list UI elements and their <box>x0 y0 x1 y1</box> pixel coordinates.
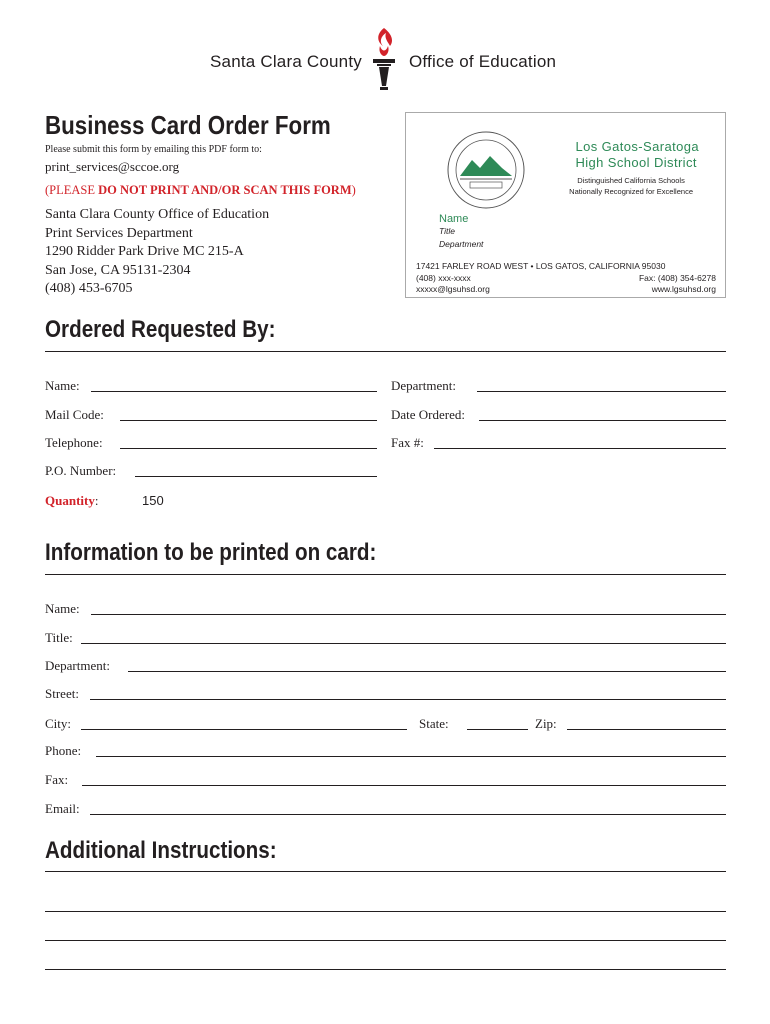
card-address: 17421 FARLEY ROAD WEST • LOS GATOS, CALIFORNIA 95030 <box>416 261 666 271</box>
org-name-right: Office of Education <box>409 52 557 71</box>
city-input[interactable] <box>81 729 407 730</box>
field-label: Zip: <box>535 716 557 731</box>
field-label: Phone: <box>45 743 82 758</box>
field-label: Date Ordered: <box>391 407 465 422</box>
ordered-name-field[interactable] <box>45 378 377 396</box>
field-label: Title: <box>45 630 73 645</box>
card-district-line2: High School District <box>575 155 697 170</box>
address-line: Santa Clara County Office of Education <box>45 207 270 222</box>
address-line: 1290 Ridder Park Drive MC 215-A <box>45 244 244 259</box>
quantity-label: Quantity <box>45 493 95 508</box>
ordered-name-input[interactable] <box>91 391 377 392</box>
telephone-input[interactable] <box>120 448 377 449</box>
card-district-line1: Los Gatos-Saratoga <box>575 139 699 154</box>
field-label: P.O. Number: <box>45 463 117 478</box>
section-divider <box>45 351 726 352</box>
field-label: Department: <box>45 658 110 673</box>
card-name-field[interactable] <box>45 601 726 619</box>
field-label: Name: <box>45 601 80 616</box>
field-label: State: <box>419 716 449 731</box>
mail-code-field[interactable] <box>45 407 377 425</box>
quantity-colon: : <box>94 493 99 508</box>
card-note-line2: Nationally Recognized for Excellence <box>569 187 693 196</box>
ordered-department-field[interactable] <box>391 378 726 396</box>
mail-code-input[interactable] <box>120 420 377 421</box>
warning-note <box>45 183 356 198</box>
instructions-input-line[interactable] <box>45 969 726 970</box>
fax-input[interactable] <box>82 785 726 786</box>
quantity-field <box>45 493 125 511</box>
section-divider <box>45 574 726 575</box>
card-email: xxxxx@lgsuhsd.org <box>416 284 490 294</box>
fax-number-field[interactable] <box>391 435 726 453</box>
card-title-field[interactable] <box>45 630 726 648</box>
telephone-field[interactable] <box>45 435 377 453</box>
fax-field[interactable] <box>45 772 726 790</box>
card-phone: (408) xxx-xxxx <box>416 273 471 283</box>
date-ordered-field[interactable] <box>391 407 726 425</box>
phone-field[interactable] <box>45 743 726 761</box>
address-line: Print Services Department <box>45 225 193 241</box>
card-name: Name <box>439 213 469 225</box>
state-input[interactable] <box>467 729 528 730</box>
field-label: Email: <box>45 801 80 816</box>
zip-field[interactable] <box>535 716 726 734</box>
city-field[interactable] <box>45 716 407 734</box>
section-divider <box>45 871 726 872</box>
street-input[interactable] <box>90 699 726 700</box>
card-note-line1: Distinguished California Schools <box>577 176 685 185</box>
address-line: San Jose, CA 95131-2304 <box>45 262 191 278</box>
warning-close: ) <box>351 183 356 197</box>
field-label: Department: <box>391 378 456 393</box>
org-header <box>0 24 770 94</box>
zip-input[interactable] <box>567 729 726 730</box>
card-department-field[interactable] <box>45 658 726 676</box>
card-website: www.lgsuhsd.org <box>651 284 716 294</box>
org-name-left: Santa Clara County <box>210 52 362 71</box>
street-field[interactable] <box>45 686 726 704</box>
card-phone-row <box>416 273 716 283</box>
submit-email-link[interactable]: print_services@sccoe.org <box>45 159 180 174</box>
card-email-row <box>416 284 716 294</box>
state-field[interactable] <box>419 716 528 734</box>
po-number-input[interactable] <box>135 476 377 477</box>
email-field[interactable] <box>45 801 726 819</box>
quantity-label-wrap <box>45 493 98 509</box>
field-label: Fax #: <box>391 435 424 450</box>
email-input[interactable] <box>90 814 726 815</box>
field-label: Name: <box>45 378 80 393</box>
fax-number-input[interactable] <box>434 448 726 449</box>
address-line: (408) 453-6705 <box>45 281 133 296</box>
instructions-input-line[interactable] <box>45 911 726 912</box>
card-title-input[interactable] <box>81 643 726 644</box>
card-department-input[interactable] <box>128 671 726 672</box>
district-seal-icon <box>436 130 536 210</box>
additional-instructions-heading: Additional Instructions: <box>45 837 277 864</box>
card-info-heading: Information to be printed on card: <box>45 539 377 566</box>
warning-bold: DO NOT PRINT AND/OR SCAN THIS FORM <box>98 183 352 197</box>
field-label: City: <box>45 716 72 731</box>
sample-business-card <box>405 112 726 298</box>
field-label: Mail Code: <box>45 407 104 422</box>
phone-input[interactable] <box>96 756 726 757</box>
ordered-by-heading: Ordered Requested By: <box>45 316 276 343</box>
po-number-field[interactable] <box>45 463 377 481</box>
torch-logo-icon <box>366 24 402 94</box>
card-name-input[interactable] <box>91 614 726 615</box>
card-distinction-note <box>569 175 693 197</box>
submit-note: Please submit this form by emailing this PDF form to: <box>45 144 262 155</box>
warning-open: (PLEASE <box>45 183 99 197</box>
card-title: Title <box>439 226 455 236</box>
form-title: Business Card Order Form <box>45 110 331 140</box>
date-ordered-input[interactable] <box>479 420 726 421</box>
field-label: Telephone: <box>45 435 103 450</box>
card-district-name <box>575 139 699 171</box>
return-address <box>45 206 269 299</box>
card-fax: Fax: (408) 354-6278 <box>638 273 716 283</box>
field-label: Fax: <box>45 772 69 787</box>
ordered-department-input[interactable] <box>477 391 726 392</box>
card-department: Department <box>439 239 484 249</box>
instructions-input-line[interactable] <box>45 940 726 941</box>
field-label: Street: <box>45 686 79 701</box>
quantity-input[interactable]: 150 <box>142 493 164 508</box>
